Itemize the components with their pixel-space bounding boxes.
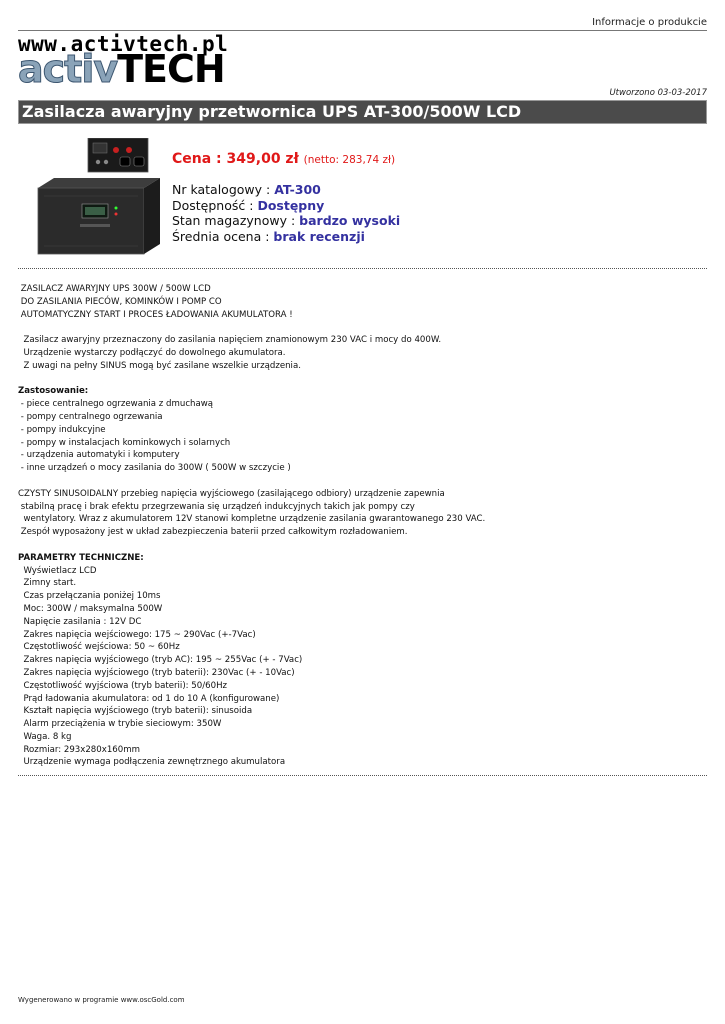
desc-line: CZYSTY SINUSOIDALNY przebieg napięcia wyjściowego (zasilającego odbiory) urządzenie zapewnia bbox=[18, 488, 445, 499]
availability-value: Dostępny bbox=[257, 197, 325, 213]
desc-line: Zasilacz awaryjny przeznaczony do zasilania napięciem znamionowym 230 VAC i mocy do 400W. bbox=[18, 335, 442, 346]
product-title-bar bbox=[18, 100, 707, 124]
use-item: - pompy indukcyjne bbox=[18, 424, 106, 435]
logo-brand-tech: TECH bbox=[117, 47, 225, 91]
price-netto: (netto: 283,74 zł) bbox=[303, 154, 396, 166]
param-item: Alarm przeciążenia w trybie sieciowym: 350W bbox=[18, 719, 222, 730]
rating-value: brak recenzji bbox=[273, 228, 365, 244]
use-item: - pompy centralnego ogrzewania bbox=[18, 411, 163, 422]
catalog-label: Nr katalogowy : bbox=[172, 182, 275, 197]
section-divider-top bbox=[18, 268, 707, 269]
param-item: Wyświetlacz LCD bbox=[18, 565, 97, 576]
logo-brand-activ: activ bbox=[18, 47, 118, 91]
param-item: Częstotliwość wyjściowa (tryb baterii): 50/60Hz bbox=[18, 680, 228, 691]
desc-line: DO ZASILANIA PIECÓW, KOMINKÓW I POMP CO bbox=[18, 296, 222, 307]
desc-line: Zespół wyposażony jest w układ zabezpieczenia baterii przed całkowitym rozładowaniem. bbox=[18, 527, 408, 538]
price-block bbox=[172, 148, 395, 167]
price-value bbox=[172, 151, 395, 167]
param-item: Rozmiar: 293x280x160mm bbox=[18, 744, 140, 755]
rating-label: Średnia ocena : bbox=[172, 228, 274, 244]
stock-row bbox=[172, 213, 400, 229]
availability-label: Dostępność : bbox=[172, 197, 258, 213]
desc-line: Urządzenie wystarczy podłączyć do dowolnego akumulatora. bbox=[18, 347, 286, 358]
desc-line: ZASILACZ AWARYJNY UPS 300W / 500W LCD bbox=[18, 284, 211, 294]
product-meta bbox=[172, 182, 400, 244]
use-item: - urządzenia automatyki i komputery bbox=[18, 450, 180, 461]
product-info-label: Informacje o produkcie bbox=[592, 17, 707, 28]
desc-line: Z uwagi na pełny SINUS mogą być zasilane wszelkie urządzenia. bbox=[18, 360, 301, 371]
param-item: Zakres napięcia wyjściowego (tryb baterii): 230Vac (+ - 10Vac) bbox=[18, 667, 295, 678]
price-label: Cena : bbox=[172, 151, 227, 167]
param-item: Prąd ładowania akumulatora: od 1 do 10 A (konfigurowane) bbox=[18, 693, 280, 704]
param-item: Kształt napięcia wyjściowego (tryb baterii): sinusoida bbox=[18, 706, 253, 717]
desc-line: stabilną pracę i brak efektu przegrzewania się urządzeń indukcyjnych takich jak pompy czy bbox=[18, 501, 415, 512]
param-item: Moc: 300W / maksymalna 500W bbox=[18, 603, 163, 614]
footer-generated: Wygenerowano w programie www.oscGold.com bbox=[18, 996, 185, 1004]
param-item: Zimny start. bbox=[18, 578, 77, 589]
param-item: Częstotliwość wejściowa: 50 ~ 60Hz bbox=[18, 642, 180, 653]
product-description bbox=[18, 283, 708, 769]
catalog-value: AT-300 bbox=[274, 182, 321, 197]
ups-inverter-image bbox=[36, 138, 160, 256]
stock-label: Stan magazynowy : bbox=[172, 213, 300, 228]
param-item: Napięcie zasilania : 12V DC bbox=[18, 616, 142, 627]
logo-url: www.activtech.pl bbox=[18, 32, 229, 56]
activtech-logo[interactable] bbox=[18, 32, 250, 90]
use-item: - pompy w instalacjach kominkowych i solarnych bbox=[18, 437, 231, 448]
param-item: Zakres napięcia wyjściowego (tryb AC): 195 ~ 255Vac (+ - 7Vac) bbox=[18, 655, 303, 666]
stock-value: bardzo wysoki bbox=[299, 213, 401, 228]
price-gross: 349,00 zł bbox=[226, 151, 299, 167]
uses-heading: Zastosowanie: bbox=[18, 386, 89, 397]
param-item: Zakres napięcia wejściowego: 175 ~ 290Vac (+-7Vac) bbox=[18, 629, 256, 640]
param-item: Urządzenie wymaga podłączenia zewnętrznego akumulatora bbox=[18, 757, 286, 768]
rating-row bbox=[172, 229, 400, 245]
desc-line: AUTOMATYCZNY START I PROCES ŁADOWANIA AKUMULATORA ! bbox=[18, 309, 293, 320]
product-title: Zasilacza awaryjny przetwornica UPS AT-300/500W LCD bbox=[22, 102, 522, 121]
header-divider bbox=[18, 30, 707, 31]
params-heading: PARAMETRY TECHNICZNE: bbox=[18, 552, 144, 563]
use-item: - inne urządzeń o mocy zasilania do 300W ( 500W w szczycie ) bbox=[18, 463, 291, 474]
param-item: Czas przełączania poniżej 10ms bbox=[18, 591, 161, 602]
use-item: - piece centralnego ogrzewania z dmuchawą bbox=[18, 399, 214, 410]
section-divider-bottom bbox=[18, 775, 707, 776]
param-item: Waga. 8 kg bbox=[18, 731, 72, 742]
logo-brand bbox=[18, 47, 225, 91]
catalog-row bbox=[172, 182, 400, 198]
availability-row bbox=[172, 198, 400, 214]
created-date: Utworzono 03-03-2017 bbox=[609, 88, 707, 98]
desc-line: wentylatory. Wraz z akumulatorem 12V stanowi kompletne urządzenie zasilania gwarantowanego 230 VAC. bbox=[18, 514, 486, 525]
